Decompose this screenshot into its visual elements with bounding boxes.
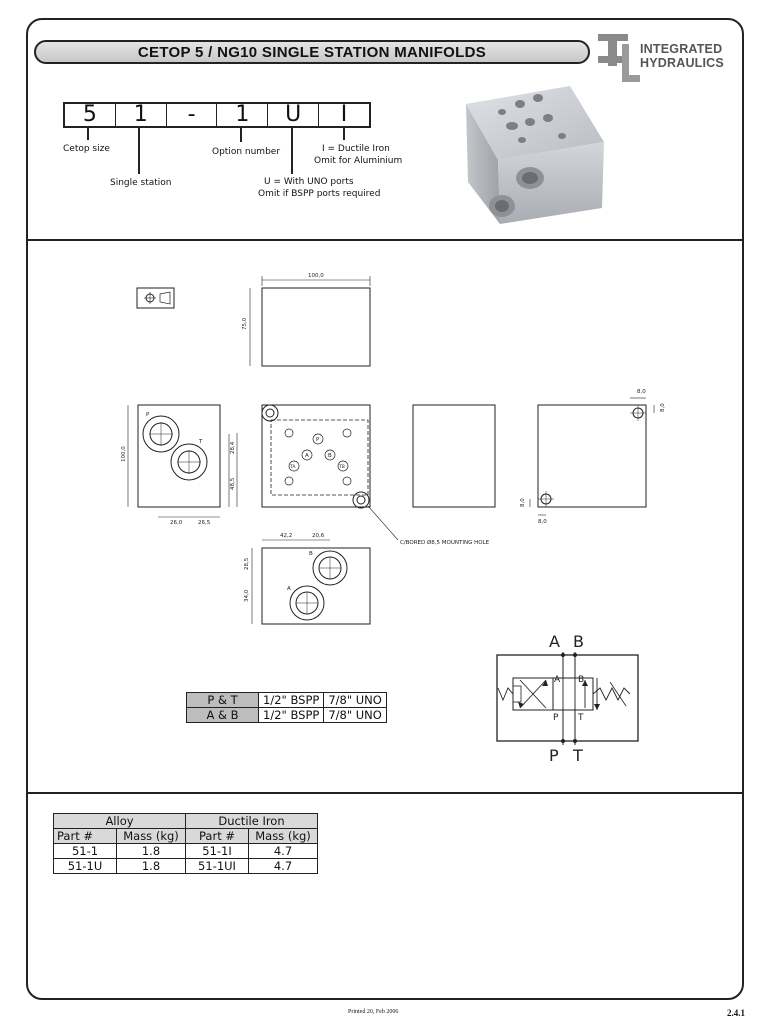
note-option-number: Option number — [212, 147, 281, 157]
alloy-mass-cell: 1.8 — [117, 844, 186, 859]
dim-28-4: 28,4 — [230, 441, 236, 454]
table-row — [187, 708, 387, 723]
col-mass: Mass (kg) — [249, 829, 318, 844]
manifold-block-image — [462, 82, 608, 228]
code-cell-station: 1 — [116, 104, 167, 126]
mounting-hole-note: C/BORED Ø8,5 MOUNTING HOLE — [400, 540, 490, 546]
dim-8-0-bottom: 8,0 — [538, 519, 547, 525]
front-view-outline — [138, 405, 220, 507]
uno-cell: 7/8" UNO — [324, 708, 387, 723]
dim-26-5: 26,5 — [198, 520, 211, 526]
section-divider-bottom — [26, 792, 744, 794]
note-uno-1: U = With UNO ports — [264, 177, 354, 187]
bottom-view-outline — [262, 548, 370, 624]
symbol-label-p: P — [549, 746, 559, 765]
alloy-part-cell: 51-1 — [54, 844, 117, 859]
plan-port-p: P — [316, 437, 320, 443]
port-cell: A & B — [187, 708, 259, 723]
alloy-part-cell: 51-1U — [54, 859, 117, 874]
side-view-outline — [413, 405, 495, 507]
page-title: CETOP 5 / NG10 SINGLE STATION MANIFOLDS — [34, 40, 590, 64]
symbol-inner-b: B — [578, 675, 585, 685]
note-single-station: Single station — [110, 178, 172, 188]
code-cell-size: 5 — [65, 104, 116, 126]
col-part: Part # — [54, 829, 117, 844]
bottom-port-a: A — [287, 586, 291, 592]
plan-port-a: A — [305, 453, 309, 459]
table-row — [187, 693, 387, 708]
iron-mass-cell: 4.7 — [249, 859, 318, 874]
bspp-cell: 1/2" BSPP — [259, 708, 324, 723]
note-iron-1: I = Ductile Iron — [322, 144, 390, 154]
top-view-outline — [262, 288, 370, 366]
bspp-cell: 1/2" BSPP — [259, 693, 324, 708]
iron-part-cell: 51-1I — [186, 844, 249, 859]
dim-8-0-right: 8,0 — [660, 403, 666, 412]
orientation-icon — [137, 288, 174, 308]
group-alloy: Alloy — [54, 814, 186, 829]
note-cetop-size: Cetop size — [63, 144, 110, 154]
col-mass: Mass (kg) — [117, 829, 186, 844]
code-cell-uno: U — [268, 104, 319, 126]
symbol-inner-t: T — [578, 713, 584, 723]
dim-front-height: 100,0 — [121, 446, 127, 462]
note-iron-2: Omit for Aluminium — [314, 156, 403, 166]
table-group-row — [54, 814, 318, 829]
dim-8-0-top: 8,0 — [637, 389, 646, 395]
symbol-label-t: T — [573, 746, 583, 765]
code-cell-iron: I — [340, 102, 348, 127]
ihl-logo-mark — [596, 32, 642, 84]
dim-28-5: 28,5 — [244, 557, 250, 570]
page-number: 2.4.1 — [727, 1008, 745, 1018]
rear-view-outline — [538, 405, 646, 507]
dim-top-height: 75,0 — [242, 317, 248, 330]
alloy-mass-cell: 1.8 — [117, 859, 186, 874]
part-code-box — [63, 102, 371, 128]
group-iron: Ductile Iron — [186, 814, 318, 829]
note-uno-2: Omit if BSPP ports required — [258, 189, 381, 199]
dim-20-6: 20,6 — [312, 533, 325, 539]
port-thread-table — [186, 692, 387, 723]
code-cell-option: 1 — [217, 104, 268, 126]
plan-port-tb: TB — [339, 465, 345, 470]
front-port-p: P — [146, 412, 150, 418]
dim-34-0: 34,0 — [244, 589, 250, 602]
dim-42-2: 42,2 — [280, 533, 293, 539]
iron-part-cell: 51-1UI — [186, 859, 249, 874]
bottom-port-b: B — [309, 551, 313, 557]
symbol-inner-p: P — [553, 713, 559, 723]
uno-cell: 7/8" UNO — [324, 693, 387, 708]
plan-port-b: B — [328, 453, 332, 459]
logo-line-2: HYDRAULICS — [640, 56, 724, 70]
symbol-label-b: B — [573, 632, 584, 651]
dim-26-0: 26,0 — [170, 520, 183, 526]
logo-line-1: INTEGRATED — [640, 42, 723, 56]
col-part: Part # — [186, 829, 249, 844]
port-cell: P & T — [187, 693, 259, 708]
table-row — [54, 859, 318, 874]
code-cell-dash: - — [167, 104, 218, 126]
table-row — [54, 844, 318, 859]
printed-date: Printed 20, Feb 2006 — [348, 1009, 399, 1015]
dim-top-width: 100,0 — [308, 273, 324, 279]
dim-48-5: 48,5 — [230, 477, 236, 490]
dim-8-0-left: 8,0 — [520, 498, 526, 507]
symbol-label-a: A — [549, 632, 560, 651]
plan-port-ta: TA — [290, 465, 296, 470]
front-port-t: T — [199, 439, 203, 445]
table-header-row — [54, 829, 318, 844]
mass-table — [53, 813, 318, 874]
hydraulic-symbol — [497, 652, 638, 745]
symbol-inner-a: A — [554, 675, 561, 685]
iron-mass-cell: 4.7 — [249, 844, 318, 859]
